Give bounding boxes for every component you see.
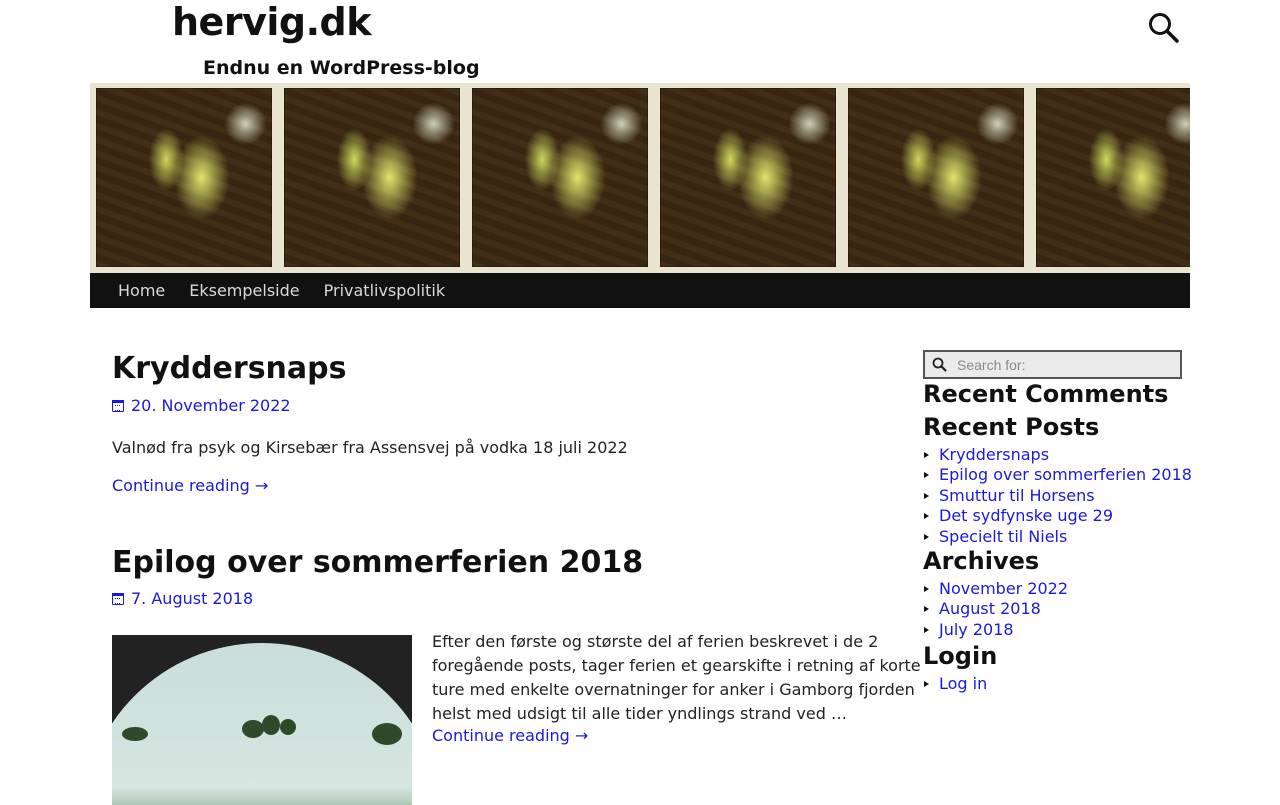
list-item xyxy=(923,465,1192,485)
recent-post-link[interactable]: Smuttur til Horsens xyxy=(939,485,1095,505)
header-banner-image xyxy=(90,83,1190,273)
excerpt-line: Efter den første og største del af ferien beskrevet i de 2 xyxy=(432,632,879,651)
banner-tile xyxy=(654,83,842,273)
archive-link[interactable]: August 2018 xyxy=(939,599,1041,619)
post-title[interactable]: Epilog over sommerferien 2018 xyxy=(112,545,644,580)
nav-item-eksempelside[interactable]: Eksempelside xyxy=(189,281,300,300)
excerpt-line: foregående posts, tager ferien et gearskifte i retning af korte xyxy=(432,656,921,675)
search-icon xyxy=(931,356,949,374)
banner-tile xyxy=(90,83,278,273)
post-date[interactable] xyxy=(112,396,291,415)
widget-title-recent-posts: Recent Posts xyxy=(923,413,1100,441)
main-navigation xyxy=(90,273,1190,308)
calendar-icon xyxy=(112,400,124,412)
post-date-text[interactable]: 7. August 2018 xyxy=(131,589,254,608)
widget-title-archives: Archives xyxy=(923,547,1040,575)
login-link[interactable]: Log in xyxy=(939,674,988,693)
list-item xyxy=(923,486,1192,506)
continue-reading-link[interactable]: Continue reading → xyxy=(112,476,269,495)
list-item xyxy=(923,506,1192,526)
banner-tile xyxy=(1030,83,1190,273)
post-date-text[interactable]: 20. November 2022 xyxy=(131,396,291,415)
sidebar-search xyxy=(923,350,1182,379)
widget-title-recent-comments: Recent Comments xyxy=(923,380,1169,408)
list-item xyxy=(923,579,1068,599)
list-item xyxy=(923,674,987,694)
nav-item-privatlivspolitik[interactable]: Privatlivspolitik xyxy=(323,281,446,300)
continue-reading-link[interactable]: Continue reading → xyxy=(432,726,589,745)
post-thumbnail[interactable] xyxy=(112,635,412,805)
banner-tile xyxy=(278,83,466,273)
list-item xyxy=(923,620,1068,640)
recent-post-link[interactable]: Det sydfynske uge 29 xyxy=(939,506,1113,526)
recent-post-link[interactable]: Kryddersnaps xyxy=(939,445,1050,464)
search-icon[interactable] xyxy=(1146,10,1182,46)
post-excerpt xyxy=(432,630,921,726)
archives-list xyxy=(923,579,1068,640)
excerpt-line: helst med udsigt til alle tider yndlings strand ved … xyxy=(432,704,847,723)
widget-title-login: Login xyxy=(923,642,998,670)
list-item xyxy=(923,599,1068,619)
site-description: Endnu en WordPress-blog xyxy=(203,57,480,79)
recent-post-link[interactable]: Epilog over sommerferien 2018 xyxy=(939,465,1192,485)
list-item xyxy=(923,527,1192,547)
post-date[interactable] xyxy=(112,589,253,608)
recent-post-link[interactable]: Specielt til Niels xyxy=(939,526,1068,546)
site-title[interactable]: hervig.dk xyxy=(172,0,371,44)
banner-tile xyxy=(466,83,654,273)
excerpt-line: ture med enkelte overnatninger for anker i Gamborg fjorden xyxy=(432,680,915,699)
archive-link[interactable]: November 2022 xyxy=(939,579,1069,598)
search-input[interactable] xyxy=(955,356,1179,374)
calendar-icon xyxy=(112,593,124,605)
nav-item-home[interactable]: Home xyxy=(118,281,166,300)
login-list xyxy=(923,674,987,694)
banner-tile xyxy=(842,83,1030,273)
list-item xyxy=(923,445,1192,465)
recent-posts-list xyxy=(923,445,1192,547)
post-title[interactable]: Kryddersnaps xyxy=(112,351,347,386)
archive-link[interactable]: July 2018 xyxy=(939,619,1014,639)
post-excerpt: Valnød fra psyk og Kirsebær fra Assensvej på vodka 18 juli 2022 xyxy=(112,438,628,457)
